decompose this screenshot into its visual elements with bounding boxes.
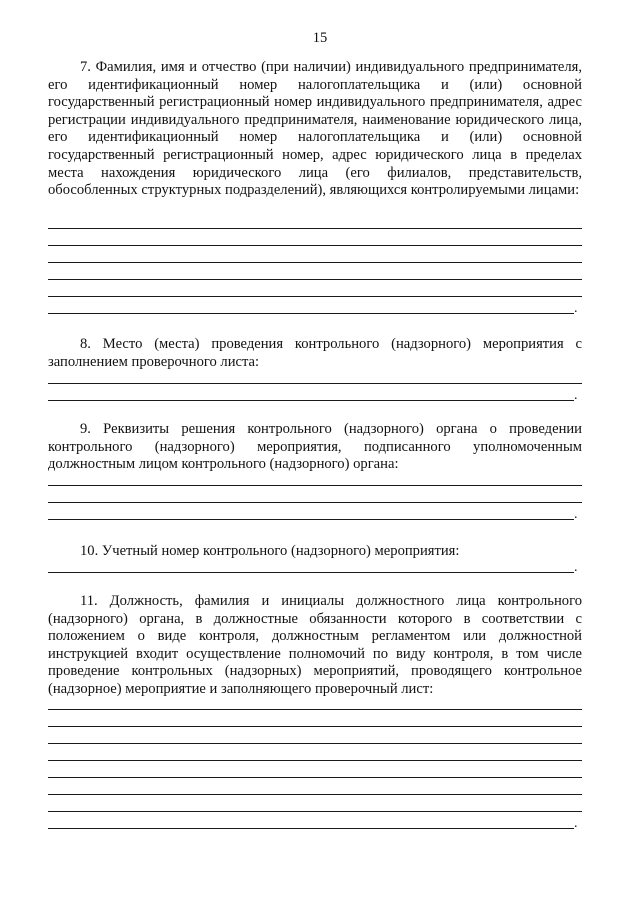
fill-line[interactable] [48, 245, 582, 246]
fill-line[interactable] [48, 279, 582, 280]
fill-line[interactable] [48, 777, 582, 778]
section-9-text: 9. Реквизиты решения контрольного (надзорного) органа о проведении контрольного (надзорного) мероприятия, подписанного уполномоченным должностным лицом контрольного (надзорного) органа: [48, 421, 582, 473]
fill-line[interactable] [48, 228, 582, 229]
section-8 [48, 336, 582, 371]
page-number: 15 [312, 30, 328, 46]
section-7 [48, 59, 582, 200]
line-end-mark: . [574, 560, 578, 575]
section-8-text: 8. Место (места) проведения контрольного (надзорного) мероприятия с заполнением проверочного листа: [48, 336, 582, 370]
fill-line[interactable] [48, 743, 582, 744]
fill-line[interactable] [48, 485, 582, 486]
section-7-text: 7. Фамилия, имя и отчество (при наличии) индивидуального предпринимателя, его идентификационный номер налогоплательщика и (или) основной государственный регистрационный номер индивидуального предпринимателя, адрес регистрации индивидуального предпринимателя, наименование юридического лица, его идентификационный номер налогоплательщика и (или) основной государственный регистрационный номер, адрес юридического лица в пределах места нахождения юридического лица (его филиалов, представительств, обособленных структурных подразделений), являющихся контролируемыми лицами: [48, 59, 582, 199]
fill-line[interactable] [48, 811, 582, 812]
line-end-mark: . [574, 388, 578, 403]
fill-line[interactable] [48, 262, 582, 263]
fill-line[interactable] [48, 709, 582, 710]
fill-line[interactable] [48, 726, 582, 727]
line-end-mark: . [574, 301, 578, 316]
line-end-mark: . [574, 816, 578, 831]
fill-line[interactable] [48, 296, 582, 297]
section-9 [48, 421, 582, 474]
line-end-mark: . [574, 507, 578, 522]
section-10-text: 10. Учетный номер контрольного (надзорного) мероприятия: [80, 543, 460, 559]
fill-line[interactable] [48, 572, 574, 573]
fill-line[interactable] [48, 313, 574, 314]
fill-line[interactable] [48, 828, 574, 829]
section-10 [48, 543, 582, 561]
section-11 [48, 593, 582, 699]
fill-line[interactable] [48, 519, 574, 520]
fill-line[interactable] [48, 400, 574, 401]
section-11-text: 11. Должность, фамилия и инициалы должностного лица контрольного (надзорного) органа, в должностные обязанности которого в соответствии с положением о виде контроля, должностным регламентом или должностной инструкцией входит осуществление полномочий по виду контроля, в том числе проведение контрольных (надзорных) мероприятий, проводящего контрольное (надзорное) мероприятие и заполняющего проверочный лист: [48, 593, 582, 697]
fill-line[interactable] [48, 794, 582, 795]
fill-line[interactable] [48, 383, 582, 384]
fill-line[interactable] [48, 760, 582, 761]
fill-line[interactable] [48, 502, 582, 503]
